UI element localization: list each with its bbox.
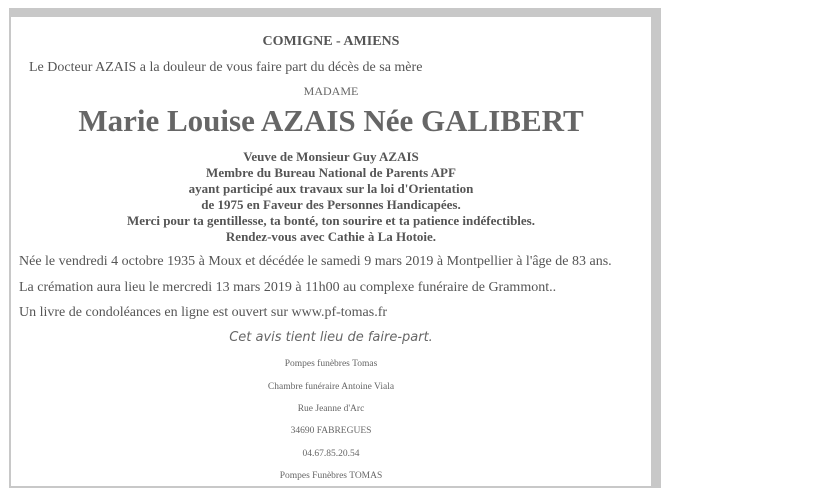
funeral-phone: 04.67.85.20.54 (302, 449, 360, 459)
title-prefix: MADAME (303, 84, 359, 98)
funeral-chamber: Chambre funéraire Antoine Viala (267, 382, 395, 392)
tagline: Cet avis tient lieu de faire-part. (229, 330, 433, 345)
bio-line: de 1975 en Faveur des Personnes Handicapées. (201, 197, 461, 212)
funeral-home-name: Pompes funèbres Tomas (284, 359, 378, 369)
notice-frame (9, 8, 661, 488)
bio-line: ayant participé aux travaux sur la loi d'Orientation (188, 181, 474, 196)
obituary-card (11, 17, 651, 486)
condolences-text: Un livre de condoléances en ligne est ouvert sur www.pf-tomas.fr (19, 305, 388, 320)
bio-line: Veuve de Monsieur Guy AZAIS (243, 149, 419, 164)
cremation-text: La crémation aura lieu le mercredi 13 mars 2019 à 11h00 au complexe funéraire de Grammont.. (19, 280, 557, 295)
funeral-street: Rue Jeanne d'Arc (297, 404, 365, 414)
bio-line: Membre du Bureau National de Parents APF (206, 165, 456, 180)
deceased-name: Marie Louise AZAIS Née GALIBERT (78, 103, 584, 138)
intro-text: Le Docteur AZAIS a la douleur de vous faire part du décès de sa mère (29, 60, 423, 75)
bio-line: Merci pour ta gentillesse, ta bonté, ton sourire et ta patience indéfectibles. (127, 213, 535, 228)
location-heading: COMIGNE - AMIENS (262, 34, 400, 49)
bio-line: Rendez-vous avec Cathie à La Hotoie. (225, 229, 437, 244)
funeral-city: 34690 FABREGUES (290, 426, 372, 436)
funeral-signature: Pompes Funèbres TOMAS (279, 471, 383, 481)
birth-death-text: Née le vendredi 4 octobre 1935 à Moux et décédée le samedi 9 mars 2019 à Montpellier à l'âge de 83 ans. (19, 254, 612, 269)
biography (11, 149, 651, 245)
